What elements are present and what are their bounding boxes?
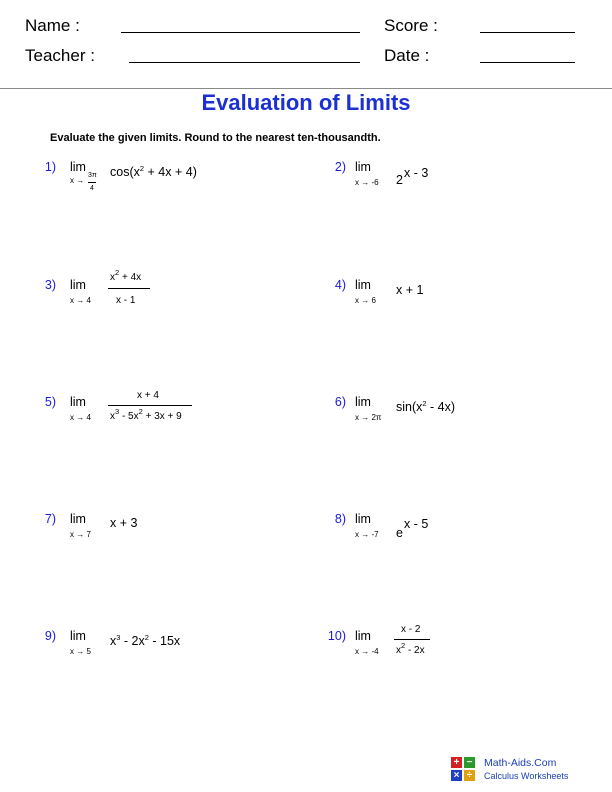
problem-number: 4): [334, 278, 346, 292]
brand-name: Math-Aids.Com: [484, 757, 557, 769]
limit-expression: x + 1: [396, 283, 424, 297]
lim-label: lim: [70, 395, 86, 409]
score-field[interactable]: [480, 32, 575, 33]
name-field[interactable]: [121, 32, 360, 33]
date-label: Date :: [384, 46, 430, 65]
teacher-field[interactable]: [129, 62, 360, 63]
date-field[interactable]: [480, 62, 575, 63]
score-label: Score :: [384, 16, 438, 35]
fraction-bar: [108, 405, 192, 406]
target-denominator: 4: [90, 185, 94, 192]
exponent-base: 2: [396, 173, 403, 187]
approach-label: x → -7: [355, 530, 379, 539]
minus-icon: −: [464, 757, 475, 768]
brand-subtitle: Calculus Worksheets: [484, 771, 569, 781]
problem-number: 2): [334, 160, 346, 174]
exponent-base: e: [396, 526, 403, 540]
name-label: Name :: [25, 16, 80, 35]
lim-label: lim: [70, 278, 86, 292]
header-separator: [0, 88, 612, 89]
denominator: $x^3 - 5x^2 + 3x + 9$: [110, 407, 182, 422]
lim-label: lim: [355, 395, 371, 409]
limit-expression: x + 3: [110, 516, 138, 530]
lim-label: lim: [70, 512, 86, 526]
problem-number: 1): [44, 160, 56, 174]
numerator: $x^2 + 4x$: [110, 268, 142, 283]
times-icon: ×: [451, 770, 462, 781]
instructions: Evaluate the given limits. Round to the nearest ten-thousandth.: [50, 132, 381, 144]
teacher-label: Teacher :: [25, 46, 95, 65]
problem-number: 10): [327, 629, 346, 643]
approach-label: x → -6: [355, 178, 379, 187]
denominator: x - 1: [116, 295, 136, 306]
problem-number: 7): [44, 512, 56, 526]
approach-label: x → 2π: [355, 413, 382, 422]
plus-icon: +: [451, 757, 462, 768]
lim-label: lim: [355, 160, 371, 174]
approach-label: x → 6: [355, 296, 376, 305]
fraction-bar: [108, 288, 150, 289]
approach-label: x → 4: [70, 413, 91, 422]
numerator: x - 2: [401, 624, 421, 635]
approach-label: x → -4: [355, 647, 379, 656]
target-fraction-bar: [88, 182, 96, 183]
exponent: x - 5: [404, 517, 429, 531]
exponent: x - 3: [404, 166, 429, 180]
limit-expression: $x^3 - 2x^2 - 15x$: [110, 633, 181, 648]
lim-label: lim: [355, 278, 371, 292]
numerator: x + 4: [137, 390, 159, 401]
lim-label: lim: [70, 629, 86, 643]
target-numerator: 3π: [88, 172, 97, 179]
approach-label: x →: [70, 176, 85, 185]
problem-number: 5): [44, 395, 56, 409]
lim-label: lim: [70, 160, 86, 174]
approach-label: x → 5: [70, 647, 91, 656]
page-title: Evaluation of Limits: [201, 90, 411, 115]
limit-expression: $\cos(x^2 + 4x + 4)$: [110, 164, 197, 179]
lim-label: lim: [355, 629, 371, 643]
denominator: $x^2 - 2x$: [396, 641, 425, 656]
problem-number: 3): [44, 278, 56, 292]
divide-icon: ÷: [464, 770, 475, 781]
approach-label: x → 7: [70, 530, 91, 539]
problem-number: 9): [44, 629, 56, 643]
approach-label: x → 4: [70, 296, 91, 305]
fraction-bar: [394, 639, 430, 640]
problem-number: 8): [334, 512, 346, 526]
problem-number: 6): [334, 395, 346, 409]
limit-expression: $\sin(x^2 - 4x)$: [396, 399, 456, 414]
lim-label: lim: [355, 512, 371, 526]
